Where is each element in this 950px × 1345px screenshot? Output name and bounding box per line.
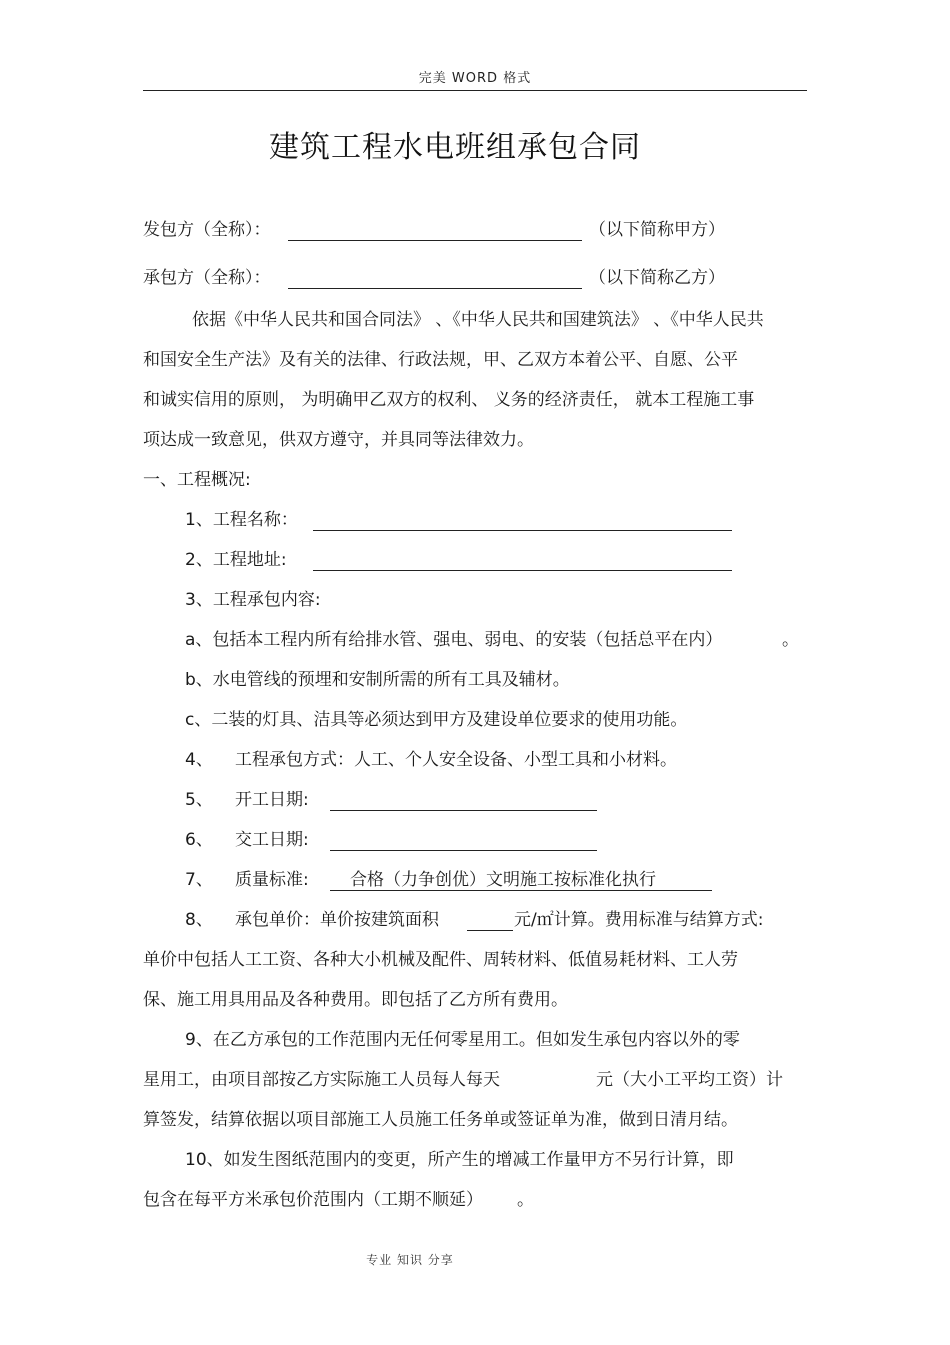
quality-standard-value: 合格（力争创优）文明施工按标准化执行 <box>350 870 656 890</box>
item-2-project-address: 2、工程地址: <box>185 550 287 570</box>
completion-date-blank[interactable] <box>330 850 597 851</box>
item-8-unit-price: 承包单价：单价按建筑面积 <box>235 910 439 930</box>
item-8-unit-price-rest: 元/㎡计算。费用标准与结算方式: <box>514 910 764 930</box>
start-date-blank[interactable] <box>330 810 597 811</box>
item-10-line-1: 10、如发生图纸范围内的变更，所产生的增减工作量甲方不另行计算，即 <box>185 1150 734 1170</box>
party-a-blank[interactable] <box>288 240 582 241</box>
party-b-suffix: （以下简称乙方） <box>589 268 725 288</box>
section-1-heading: 一、工程概况: <box>143 470 251 490</box>
item-4-contract-mode: 工程承包方式：人工、个人安全设备、小型工具和小材料。 <box>235 750 677 770</box>
quality-standard-underline[interactable] <box>330 890 712 891</box>
item-9-line-1: 9、在乙方承包的工作范围内无任何零星用工。但如发生承包内容以外的零 <box>185 1030 740 1050</box>
page-footer: 专业 知识 分享 <box>366 1253 454 1267</box>
item-3b: b、水电管线的预埋和安制所需的所有工具及辅材。 <box>185 670 570 690</box>
party-a-suffix: （以下简称甲方） <box>589 220 725 240</box>
header-rule <box>143 90 807 91</box>
item-7-quality-standard: 质量标准: <box>235 870 309 890</box>
item-5-start-date: 开工日期: <box>235 790 309 810</box>
project-address-blank[interactable] <box>313 570 732 571</box>
item-9-line-2a: 星用工，由项目部按乙方实际施工人员每人每天 <box>143 1070 500 1090</box>
preamble-line-3: 和诚实信用的原则， 为明确甲乙双方的权利、 义务的经济责任， 就本工程施工事 <box>143 390 755 410</box>
document-title: 建筑工程水电班组承包合同 <box>269 130 641 165</box>
item-3-scope: 3、工程承包内容: <box>185 590 321 610</box>
party-a-label: 发包方（全称）： <box>143 220 271 240</box>
item-4-number: 4、 <box>185 750 213 770</box>
item-3c: c、二装的灯具、洁具等必须达到甲方及建设单位要求的使用功能。 <box>185 710 688 730</box>
item-10-end: 。 <box>517 1190 534 1210</box>
item-8-number: 8、 <box>185 910 213 930</box>
preamble-line-1: 依据《中华人民共和国合同法》 、《中华人民共和国建筑法》 、《中华人民共 <box>192 310 764 330</box>
unit-price-blank[interactable] <box>467 930 513 931</box>
item-6-completion-date: 交工日期: <box>235 830 309 850</box>
item-6-number: 6、 <box>185 830 213 850</box>
page-header: 完美 WORD 格式 <box>418 71 532 86</box>
preamble-line-4: 项达成一致意见，供双方遵守，并具同等法律效力。 <box>143 430 534 450</box>
project-name-blank[interactable] <box>313 530 732 531</box>
item-8-line-2: 单价中包括人工工资、各种大小机械及配件、周转材料、低值易耗材料、工人劳 <box>143 950 738 970</box>
item-1-project-name: 1、工程名称： <box>185 510 298 530</box>
preamble-line-2: 和国安全生产法》及有关的法律、行政法规，甲、乙双方本着公平、自愿、公平 <box>143 350 738 370</box>
party-b-label: 承包方（全称）： <box>143 268 271 288</box>
item-9-line-3: 算签发，结算依据以项目部施工人员施工任务单或签证单为准，做到日清月结。 <box>143 1110 738 1130</box>
item-9-line-2b: 元（大小工平均工资）计 <box>596 1070 783 1090</box>
item-10-line-2: 包含在每平方米承包价范围内（工期不顺延） <box>143 1190 483 1210</box>
item-3a-end: 。 <box>782 630 799 650</box>
party-b-blank[interactable] <box>288 288 582 289</box>
item-7-number: 7、 <box>185 870 213 890</box>
item-5-number: 5、 <box>185 790 213 810</box>
item-8-line-3: 保、施工用具用品及各种费用。即包括了乙方所有费用。 <box>143 990 568 1010</box>
item-3a: a、包括本工程内所有给排水管、强电、弱电、的安装（包括总平在内） <box>185 630 723 650</box>
